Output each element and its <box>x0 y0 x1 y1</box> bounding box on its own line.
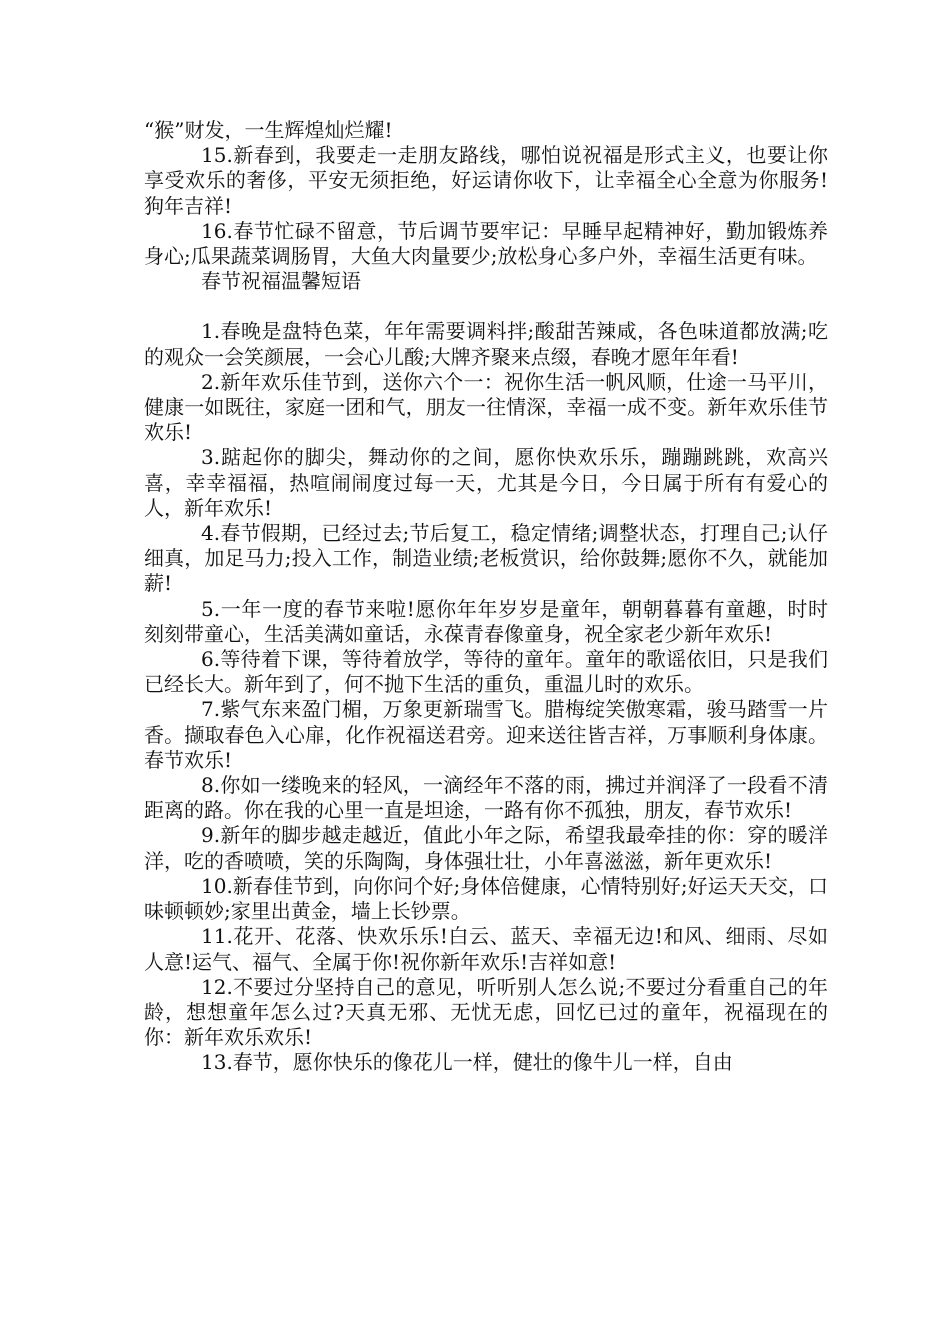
intro-paragraph-continuation: “猴”财发，一生辉煌灿烂耀! <box>144 118 393 142</box>
paragraph-16: 16.春节忙碌不留意，节后调节要牢记：早睡早起精神好，勤加锻炼养身心;瓜果蔬菜调肠胃，大鱼大肉量要少;放松身心多户外，幸福生活更有味。 <box>144 218 828 269</box>
section-paragraph-5: 5.一年一度的春节来啦!愿你年年岁岁是童年，朝朝暮暮有童趣，时时刻刻带童心，生活美满如童话，永葆青春像童身，祝全家老少新年欢乐! <box>144 596 828 646</box>
section-paragraph-11: 11.花开、花落、快欢乐乐!白云、蓝天、幸福无边!和风、细雨、尽如人意!运气、福气、全属于你!祝你新年欢乐!吉祥如意! <box>144 924 828 974</box>
section-paragraph-12: 12.不要过分坚持自己的意见，听听别人怎么说;不要过分看重自己的年龄，想想童年怎么过?天真无邪、无忧无虑，回忆已过的童年，祝福现在的你：新年欢乐欢乐! <box>144 974 828 1050</box>
section-paragraph-7: 7.紫气东来盈门楣，万象更新瑞雪飞。腊梅绽笑傲寒霜，骏马踏雪一片香。撷取春色入心扉，化作祝福送君旁。迎来送往皆吉祥，万事顺利身体康。春节欢乐! <box>144 697 828 772</box>
section-paragraph-10: 10.新春佳节到，向你问个好;身体倍健康，心情特别好;好运天天交，口味顿顿妙;家里出黄金，墙上长钞票。 <box>144 873 828 924</box>
section-paragraph-6: 6.等待着下课，等待着放学，等待的童年。童年的歌谣依旧，只是我们已经长大。新年到了，何不抛下生活的重负，重温儿时的欢乐。 <box>144 647 828 697</box>
section-paragraph-8: 8.你如一缕晚来的轻风，一滴经年不落的雨，拂过并润泽了一段看不清距离的路。你在我的心里一直是坦途，一路有你不孤独，朋友，春节欢乐! <box>144 773 828 823</box>
section-paragraph-3: 3.踮起你的脚尖，舞动你的之间，愿你快欢乐乐，蹦蹦跳跳，欢高兴喜，幸幸福福，热喧闹闹度过每一天，尤其是今日，今日属于所有有爱心的人，新年欢乐! <box>144 445 828 520</box>
section-paragraph-13: 13.春节，愿你快乐的像花儿一样，健壮的像牛儿一样，自由 <box>201 1050 733 1075</box>
section-paragraph-4: 4.春节假期，已经过去;节后复工，稳定情绪;调整状态，打理自己;认仔细真，加足马力;投入工作，制造业绩;老板赏识，给你鼓舞;愿你不久，就能加薪! <box>144 521 828 596</box>
section-paragraph-1: 1.春晚是盘特色菜，年年需要调料拌;酸甜苦辣咸，各色味道都放满;吃的观众一会笑颜展，一会心儿酸;大牌齐聚来点缀，春晚才愿年年看! <box>144 319 828 369</box>
document-page <box>144 118 828 1076</box>
section-paragraph-2: 2.新年欢乐佳节到，送你六个一：祝你生活一帆风顺，仕途一马平川，健康一如既往，家庭一团和气，朋友一往情深，幸福一成不变。新年欢乐佳节欢乐! <box>144 369 828 445</box>
paragraph-15: 15.新春到，我要走一走朋友路线，哪怕说祝福是形式主义，也要让你享受欢乐的奢侈，平安无须拒绝，好运请你收下，让幸福全心全意为你服务!狗年吉祥! <box>144 143 828 218</box>
section-heading: 春节祝福温馨短语 <box>201 269 361 294</box>
section-paragraph-9: 9.新年的脚步越走越近，值此小年之际，希望我最牵挂的你：穿的暖洋洋，吃的香喷喷，笑的乐陶陶，身体强壮壮，小年喜滋滋，新年更欢乐! <box>144 823 828 873</box>
